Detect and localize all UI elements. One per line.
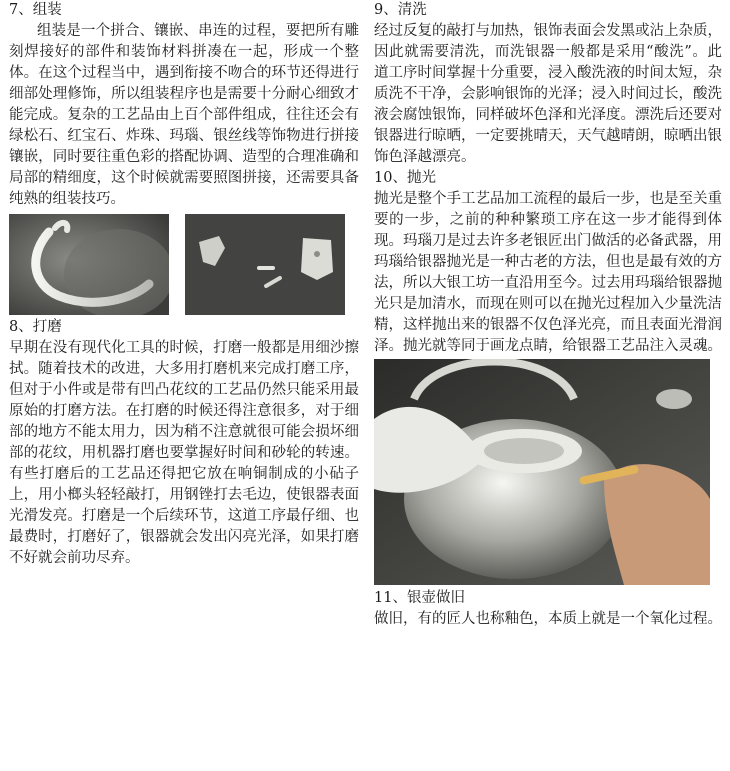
section-11-heading: 11、银壶做旧 bbox=[374, 590, 465, 606]
section-8-heading: 8、打磨 bbox=[9, 319, 62, 335]
right-column bbox=[374, 0, 722, 630]
section-10-text: 抛光是整个手工艺品加工流程的最后一步，也是至关重要的一步，之前的种种繁琐工序在这一步才能得到体现。玛瑙刀是过去许多老银匠出门做活的必备武器，用玛瑙给银器抛光是一种古老的方法，但也是最有效的方法，所以大银工坊一直沿用至今。过去用玛瑙给银器抛光只是加清水，而现在则可以在抛光过程加入少量洗洁精，这样抛出来的银器不仅色泽光亮，而且表面光滑润泽。抛光就等同于画龙点睛，给银器工艺品注入灵魂。 bbox=[374, 191, 722, 354]
section-10-heading: 10、抛光 bbox=[374, 170, 436, 186]
section-11-text: 做旧，有的匠人也称釉色，本质上就是一个氧化过程。 bbox=[374, 611, 722, 627]
assembly-photos bbox=[9, 214, 359, 315]
photo-polishing-teapot bbox=[374, 359, 710, 585]
section-7-text: 组装是一个拼合、镶嵌、串连的过程，要把所有雕刻焊接好的部件和装饰材料拼凑在一起，形成一个整体。在这个过程当中，遇到衔接不吻合的环节还得进行细部处理修饰，所以组装程序也是需要十分耐心细致才能完成。复杂的工艺品由上百个部件组成，往往还会有绿松石、红宝石、炸珠、玛瑙、银丝线等饰物进行拼接镶嵌，同时要往重色彩的搭配协调、造型的合理准确和局部的精细度，这个时候就需要照图拼接，还需要具备纯熟的组装技巧。 bbox=[9, 23, 359, 207]
photo-silver-arm bbox=[9, 214, 169, 315]
section-7-heading: 7、组装 bbox=[9, 2, 62, 18]
left-column bbox=[9, 0, 359, 569]
section-8-text: 早期在没有现代化工具的时候，打磨一般都是用细沙擦拭。随着技术的改进，大多用打磨机来完成打磨工序，但对于小件或是带有凹凸花纹的工艺品仍然只能采用最原始的打磨方法。在打磨的时候还得注意很多，对于细部的地方不能太用力，因为稍不注意就很可能会损坏细部的花纹，用机器打磨也要掌握好时间和砂轮的转速。有些打磨后的工艺品还得把它放在响铜制成的小砧子上，用小榔头轻轻敲打，用钢锉打去毛边，使银器表面光滑发亮。打磨是一个后续环节，这道工序最仔细、也最费时，打磨好了，银器就会发出闪亮光泽，如果打磨不好就会前功尽弃。 bbox=[9, 340, 359, 566]
photo-silver-parts bbox=[185, 214, 345, 315]
section-9-heading: 9、清洗 bbox=[374, 2, 427, 18]
section-9-text: 经过反复的敲打与加热，银饰表面会发黑或沾上杂质，因此就需要清洗，而洗银器一般都是采用“酸洗”。此道工序时间掌握十分重要，浸入酸洗液的时间太短，杂质洗不干净，会影响银饰的光泽；浸入时间过长，酸洗液会腐蚀银饰，同样破坏色泽和光泽度。漂洗后还要对银器进行晾晒，一定要挑晴天，天气越晴朗，晾晒出银饰色泽越漂亮。 bbox=[374, 23, 722, 165]
